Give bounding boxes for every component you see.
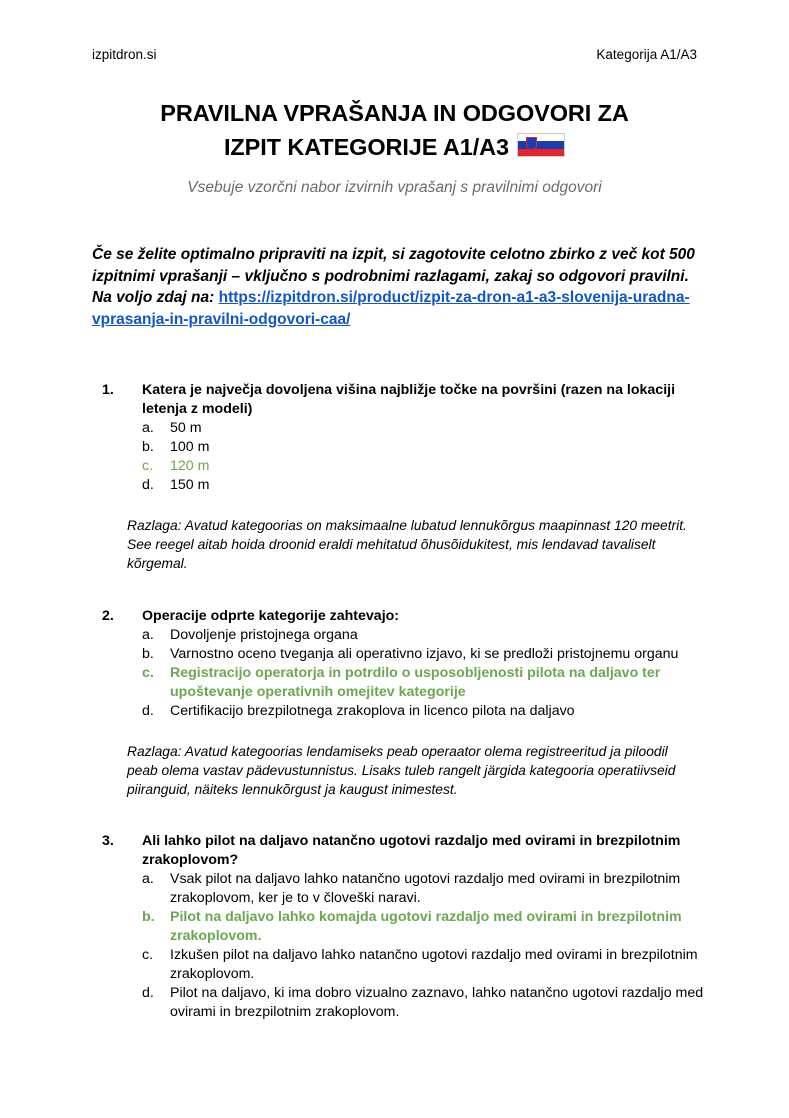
- promo-paragraph: [92, 244, 704, 330]
- question-1: [92, 381, 712, 573]
- product-link[interactable]: https://izpitdron.si/product/izpit-za-dron-a1-a3-slovenija-uradna-vprasanja-in-pravilni-odgovori-caa/: [92, 289, 690, 328]
- correct-answer-option: [142, 664, 712, 702]
- option-text: Registracijo operatorja in potrdilo o usposobljenosti pilota na daljavo ter upoštevanje operativnih omejitev kategorije: [170, 665, 661, 700]
- question-2: [92, 607, 712, 799]
- slovenia-flag-icon: [517, 133, 565, 157]
- option-text: Vsak pilot na daljavo lahko natančno ugotovi razdaljo med ovirami in brezpilotnim zrakoplovom, ker je to v človeški naravi.: [170, 871, 681, 906]
- answer-option: [142, 626, 712, 645]
- correct-answer-option: [142, 908, 712, 946]
- option-letter: a.: [142, 627, 154, 643]
- option-text: Izkušen pilot na daljavo lahko natančno ugotovi razdaljo med ovirami in brezpilotnim zrakoplovom.: [170, 947, 698, 982]
- correct-answer-option: [142, 457, 712, 476]
- option-letter: b.: [142, 646, 154, 662]
- option-text: 50 m: [170, 420, 202, 436]
- subtitle: Vsebuje vzorčni nabor izvirnih vprašanj s pravilnimi odgovori: [187, 179, 602, 196]
- option-letter: c.: [142, 665, 154, 681]
- option-text: 100 m: [170, 439, 210, 455]
- option-letter: c.: [142, 458, 154, 474]
- header-site: izpitdron.si: [92, 47, 157, 62]
- option-letter: d.: [142, 703, 154, 719]
- question-list: [92, 381, 712, 1022]
- promo-text: Če se želite optimalno pripraviti na izpit, si zagotovite celotno zbirko z več kot 500 izpitnimi vprašanji – vključno s podrobnimi razlagami, zakaj so odgovori pravilni. Na voljo zdaj na:: [92, 246, 695, 306]
- title-line-1: PRAVILNA VPRAŠANJA IN ODGOVORI ZA: [160, 100, 629, 126]
- option-letter: d.: [142, 985, 154, 1001]
- explanation: Razlaga: Avatud kategoorias lendamiseks peab operaator olema registreeritud ja piloodil peab olema vastav pädevustunnistus. Lisaks tuleb rangelt järgida kategooria operatiivseid piiranguid, näiteks lennukõrgust ja kaugust inimestest.: [127, 744, 676, 797]
- option-letter: b.: [142, 909, 155, 925]
- question-text: Ali lahko pilot na daljavo natančno ugotovi razdaljo med ovirami in brezpilotnim zrakoplovom?: [142, 833, 681, 868]
- option-letter: a.: [142, 420, 154, 436]
- option-text: Certifikacijo brezpilotnega zrakoplova in licenco pilota na daljavo: [170, 703, 575, 719]
- title-line-2-text: IZPIT KATEGORIJE A1/A3: [223, 134, 510, 160]
- option-text: Pilot na daljavo, ki ima dobro vizualno zaznavo, lahko natančno ugotovi razdaljo med ovirami in brezpilotnim zrakoplovom.: [170, 985, 704, 1020]
- answer-option: [142, 476, 712, 495]
- option-text: Pilot na daljavo lahko komajda ugotovi razdaljo med ovirami in brezpilotnim zrakoplovom.: [170, 909, 682, 944]
- question-number: 1.: [102, 382, 114, 398]
- header-category: Kategorija A1/A3: [596, 47, 697, 62]
- option-text: Varnostno oceno tveganja ali operativno izjavo, ki se predloži pristojnemu organu: [170, 646, 679, 662]
- answer-option: [142, 645, 712, 664]
- answer-option: [142, 870, 712, 908]
- option-text: 120 m: [170, 458, 210, 474]
- explanation: Razlaga: Avatud kategoorias on maksimaalne lubatud lennukõrgus maapinnast 120 meetrit. See reegel aitab hoida droonid eraldi mehitatud õhusõidukitest, mis lendavad tavaliselt kõrgemal.: [127, 518, 687, 571]
- option-letter: d.: [142, 477, 154, 493]
- answer-option: [142, 946, 712, 984]
- answer-option: [142, 984, 712, 1022]
- option-text: Dovoljenje pristojnega organa: [170, 627, 358, 643]
- title-line-2: [0, 130, 789, 164]
- question-text: Katera je največja dovoljena višina najbližje točke na površini (razen na lokaciji letenja z modeli): [142, 382, 676, 417]
- answer-option: [142, 419, 712, 438]
- option-letter: a.: [142, 871, 154, 887]
- question-text: Operacije odprte kategorije zahtevajo:: [142, 608, 400, 624]
- option-letter: c.: [142, 947, 154, 963]
- answer-option: [142, 702, 712, 721]
- question-number: 3.: [102, 833, 114, 849]
- question-3: [92, 832, 712, 1022]
- option-letter: b.: [142, 439, 154, 455]
- question-number: 2.: [102, 608, 114, 624]
- option-text: 150 m: [170, 477, 210, 493]
- answer-option: [142, 438, 712, 457]
- page-title: [0, 96, 789, 164]
